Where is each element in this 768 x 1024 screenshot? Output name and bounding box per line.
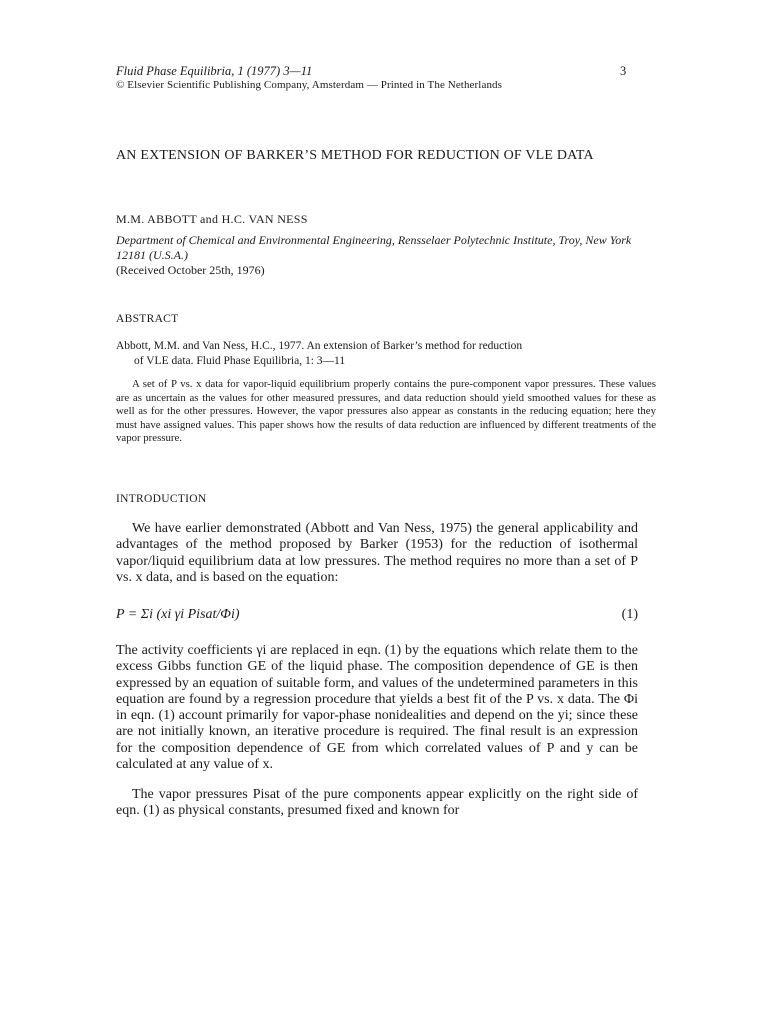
introduction-heading: INTRODUCTION	[116, 493, 207, 505]
page-number: 3	[620, 64, 627, 78]
abstract-citation	[116, 339, 646, 369]
intro-paragraph-1: We have earlier demonstrated (Abbott and Van Ness, 1975) the general applicability and advantages of the method proposed by Barker (1953) for the reduction of isothermal vapor/liquid equilibrium data at low pressures. The method requires no more than a set of P vs. x data, and is based on the equation:	[116, 521, 638, 585]
equation-expression: P = Σi (xi γi Pisat/Φi)	[116, 607, 240, 622]
intro-paragraph-2: The activity coefficients γi are replaced in eqn. (1) by the equations which relate them to the excess Gibbs function GE of the liquid phase. The composition dependence of GE is then expressed by an equation of suitable form, and values of the undetermined parameters in this equation are found by a regression procedure that yields a best fit of the P vs. x data. The Φi in eqn. (1) account primarily for vapor-phase nonidealities and depend on the yi; since these are not initially known, an iterative procedure is required. The final result is an expression for the composition dependence of GE from which correlated values of P and y can be calculated at any value of x.	[116, 643, 638, 773]
journal-citation: Fluid Phase Equilibria, 1 (1977) 3—11	[116, 64, 313, 78]
received-date: (Received October 25th, 1976)	[116, 263, 265, 277]
abstract-body: A set of P vs. x data for vapor-liquid equilibrium properly contains the pure-component vapor pressures. These values are as uncertain as the values for other measured pressures, and data reduction should yield smoothed values for these as well as for the other pressures. However, the vapor pressures also appear as constants in the reducing equation; here they must have assigned values. This paper shows how the results of data reduction are influenced by different treatments of the vapor pressure.	[116, 378, 656, 445]
intro-paragraph-3: The vapor pressures Pisat of the pure components appear explicitly on the right side of eqn. (1) as physical constants, presumed fixed and known for	[116, 787, 638, 819]
equation-number: (1)	[621, 607, 638, 622]
abstract-heading: ABSTRACT	[116, 313, 179, 325]
citation-line-1: Abbott, M.M. and Van Ness, H.C., 1977. An extension of Barker’s method for reduction	[116, 340, 523, 352]
equation-1	[116, 607, 638, 629]
author-affiliation: Department of Chemical and Environmental Engineering, Rensselaer Polytechnic Institute, Troy, New York 12181 (U.S.A.)	[116, 233, 632, 262]
article-authors: M.M. ABBOTT and H.C. VAN NESS	[116, 212, 308, 226]
article-title: AN EXTENSION OF BARKER’S METHOD FOR REDUCTION OF VLE DATA	[116, 148, 594, 163]
copyright-line: © Elsevier Scientific Publishing Company, Amsterdam — Printed in The Netherlands	[116, 79, 503, 91]
citation-line-2: of VLE data. Fluid Phase Equilibria, 1: 3—11	[134, 355, 346, 367]
